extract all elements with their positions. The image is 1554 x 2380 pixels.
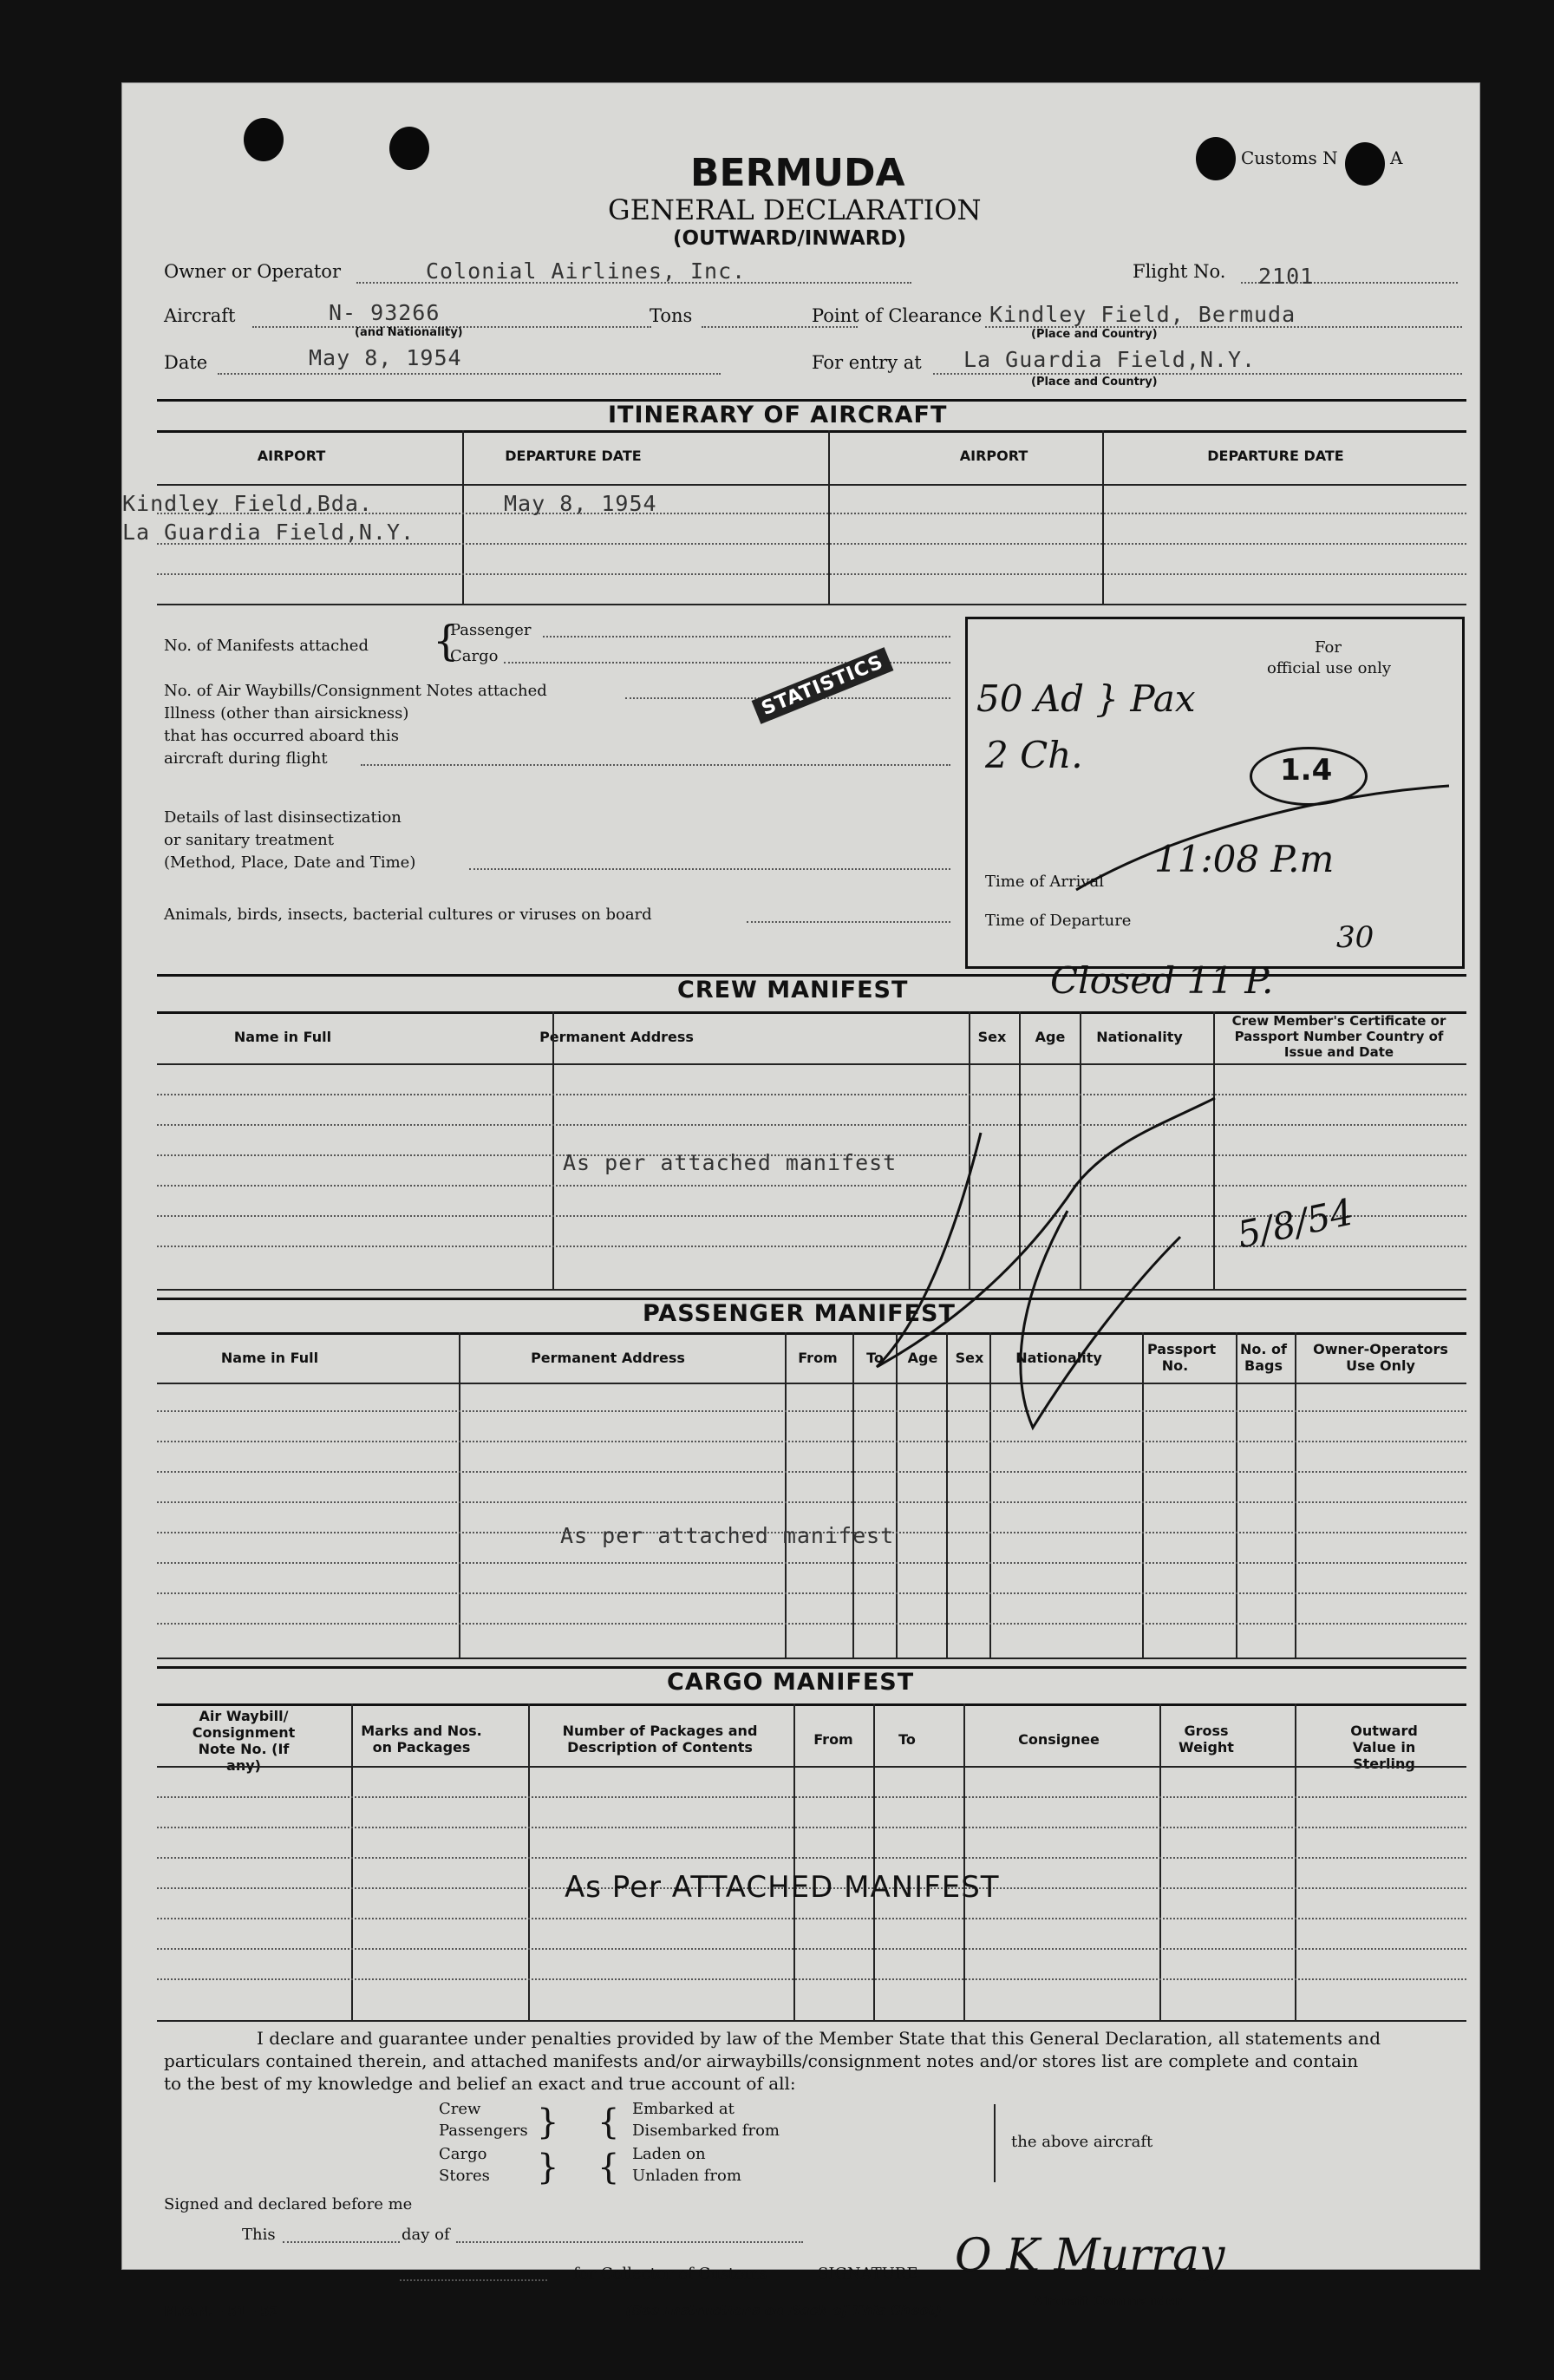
instructions-note: (See Instructions on Back of This Sheet): [625, 2302, 942, 2318]
decl-left-item: Crew: [439, 2100, 481, 2118]
collector-label: for Collector of Customs: [573, 2265, 767, 2283]
passenger-col-nationality: Nationality: [1015, 1350, 1102, 1366]
itinerary-airport-1: Kindley Field,Bda.: [122, 491, 373, 516]
customs-number-suffix: A: [1390, 147, 1403, 168]
passenger-col-owner: Owner-Operators Use Only: [1313, 1341, 1448, 1374]
decl-mid-item: Embarked at: [632, 2100, 735, 2118]
form-title: BERMUDA: [690, 151, 905, 195]
declaration-text: I declare and guarantee under penalties provided by law of the Member State that this General Declaration, all statements and: [257, 2028, 1381, 2049]
brace: }: [537, 2102, 559, 2142]
date-value: May 8, 1954: [309, 345, 462, 370]
punch-hole: [244, 118, 284, 161]
aircraft-note: (and Nationality): [355, 326, 463, 339]
cargo-col-value: Outward Value in Sterling: [1350, 1723, 1418, 1772]
cargo-col-consignee: Consignee: [1018, 1731, 1100, 1748]
disinsect-label: Details of last disinsectization: [164, 808, 402, 827]
owner-label: Owner or Operator: [164, 261, 341, 282]
aircraft-value: N- 93266: [329, 300, 441, 325]
cargo-col-to: To: [898, 1731, 916, 1748]
itinerary-title: ITINERARY OF AIRCRAFT: [608, 402, 948, 428]
flight-label: Flight No.: [1133, 261, 1226, 282]
clearance-value: Kindley Field, Bermuda: [989, 302, 1296, 327]
brace: {: [597, 2102, 620, 2142]
official-handwriting-1: 50 Ad } Pax: [976, 677, 1196, 720]
passenger-col-name: Name in Full: [220, 1350, 319, 1366]
illness-label: aircraft during flight: [164, 749, 328, 768]
aircraft-label: Aircraft: [164, 305, 236, 326]
disinsect-label: or sanitary treatment: [164, 831, 334, 849]
crew-col-name: Name in Full: [233, 1029, 332, 1045]
signed-label: Signed and declared before me: [164, 2195, 413, 2213]
passenger-col-from: From: [798, 1350, 838, 1366]
manifest-passenger-label: Passenger: [450, 621, 532, 639]
cargo-col-weight: Gross Weight: [1179, 1723, 1234, 1756]
crew-col-address: Permanent Address: [539, 1029, 694, 1045]
closed-minutes: 30: [1336, 920, 1374, 955]
itinerary-col-departure: DEPARTURE DATE: [1207, 448, 1344, 464]
passenger-col-age: Age: [907, 1350, 938, 1366]
itinerary-col-departure: DEPARTURE DATE: [505, 448, 642, 464]
crew-title: CREW MANIFEST: [677, 977, 909, 1004]
cargo-col-waybill: Air Waybill/ Consignment Note No. (If any): [192, 1708, 296, 1774]
punch-hole: [389, 127, 429, 170]
decl-left-item: Stores: [439, 2167, 490, 2185]
crew-col-sex: Sex: [977, 1029, 1007, 1045]
day-of-label: day of: [402, 2226, 450, 2244]
passenger-hand-date: 5/8/54: [1233, 1190, 1357, 1257]
passenger-note: As per attached manifest: [560, 1523, 895, 1548]
declaration-form: [121, 82, 1480, 2319]
above-aircraft: the above aircraft: [1011, 2133, 1153, 2151]
passenger-col-to: To: [866, 1350, 884, 1366]
inspector-handwriting: [851, 1063, 1302, 1462]
decl-left-item: Passengers: [439, 2122, 528, 2140]
passenger-col-passport: Passport No.: [1147, 1341, 1217, 1374]
animals-label: Animals, birds, insects, bacterial cultures or viruses on board: [164, 906, 652, 924]
brace: {: [597, 2148, 620, 2187]
punch-hole: [1345, 142, 1385, 186]
this-label: This: [242, 2226, 276, 2244]
closed-note: Closed 11 P.: [1050, 959, 1274, 1002]
place-country-note: (Place and Country): [1031, 328, 1158, 341]
cargo-col-from: From: [813, 1731, 853, 1748]
declaration-text: particulars contained therein, and attached manifests and/or airwaybills/consignment notes and/or stores list are complete and contain: [164, 2050, 1359, 2071]
illness-label: that has occurred aboard this: [164, 727, 399, 745]
manifest-cargo-label: Cargo: [450, 647, 499, 665]
form-direction: (OUTWARD/INWARD): [673, 227, 907, 250]
passenger-title: PASSENGER MANIFEST: [643, 1300, 956, 1327]
official-handwriting-2: 2 Ch.: [985, 734, 1083, 776]
commander-signature: O K Murray: [955, 2230, 1225, 2282]
decl-mid-item: Laden on: [632, 2145, 706, 2163]
entry-value: La Guardia Field,N.Y.: [963, 347, 1257, 372]
waybills-label: No. of Air Waybills/Consignment Notes attached: [164, 682, 547, 700]
disinsect-label: (Method, Place, Date and Time): [164, 853, 416, 872]
cargo-col-packages: Number of Packages and Description of Contents: [562, 1723, 758, 1756]
itinerary-col-airport: AIRPORT: [257, 448, 326, 464]
date-label: Date: [164, 352, 208, 373]
arrival-value: 11:08 P.m: [1154, 838, 1335, 880]
brace: }: [537, 2148, 559, 2187]
crew-note: As per attached manifest: [563, 1150, 898, 1175]
tons-label: Tons: [650, 305, 693, 326]
form-subtitle: GENERAL DECLARATION: [608, 193, 982, 226]
statistics-stamp: STATISTICS: [752, 647, 894, 724]
manifests-label: No. of Manifests attached: [164, 637, 369, 655]
brace: {: [433, 617, 460, 665]
flight-value: 2101: [1258, 264, 1315, 289]
clearance-label: Point of Clearance: [812, 305, 983, 326]
crew-col-nationality: Nationality: [1096, 1029, 1183, 1045]
itinerary-airport-2: La Guardia Field,N.Y.: [122, 520, 415, 545]
passenger-col-address: Permanent Address: [531, 1350, 685, 1366]
cargo-col-marks: Marks and Nos. on Packages: [361, 1723, 482, 1756]
signature-label: SIGNATURE: [818, 2265, 918, 2283]
decl-mid-item: Disembarked from: [632, 2122, 780, 2140]
departure-label: Time of Departure: [985, 912, 1132, 930]
illness-label: Illness (other than airsickness): [164, 704, 409, 722]
decl-left-item: Cargo: [439, 2145, 487, 2163]
arrival-label: Time of Arrival: [985, 873, 1105, 891]
crew-col-certificate: Crew Member's Certificate or Passport Number Country of Issue and Date: [1231, 1013, 1446, 1060]
crew-col-age: Age: [1035, 1029, 1066, 1045]
official-title: For: [1315, 638, 1342, 657]
declaration-text: to the best of my knowledge and belief an exact and true account of all:: [164, 2073, 796, 2094]
decl-mid-item: Unladen from: [632, 2167, 741, 2185]
itinerary-col-airport: AIRPORT: [959, 448, 1028, 464]
place-country-note: (Place and Country): [1031, 376, 1158, 389]
commander-label: Aircraft Commander: [1033, 2293, 1182, 2309]
punch-hole: [1196, 137, 1236, 180]
entry-label: For entry at: [812, 352, 922, 373]
official-box-value: 1.4: [1280, 753, 1333, 788]
cargo-title: CARGO MANIFEST: [667, 1669, 915, 1696]
itinerary-departure-1: May 8, 1954: [504, 491, 657, 516]
passenger-col-bags: No. of Bags: [1240, 1341, 1287, 1374]
owner-value: Colonial Airlines, Inc.: [426, 258, 747, 284]
cargo-note: As Per ATTACHED MANIFEST: [565, 1870, 1000, 1905]
official-title: official use only: [1267, 659, 1391, 677]
customs-number-label: Customs N: [1241, 147, 1338, 168]
passenger-col-sex: Sex: [955, 1350, 984, 1366]
form-number: M.O.N. - 51 - 52: [164, 2304, 279, 2319]
